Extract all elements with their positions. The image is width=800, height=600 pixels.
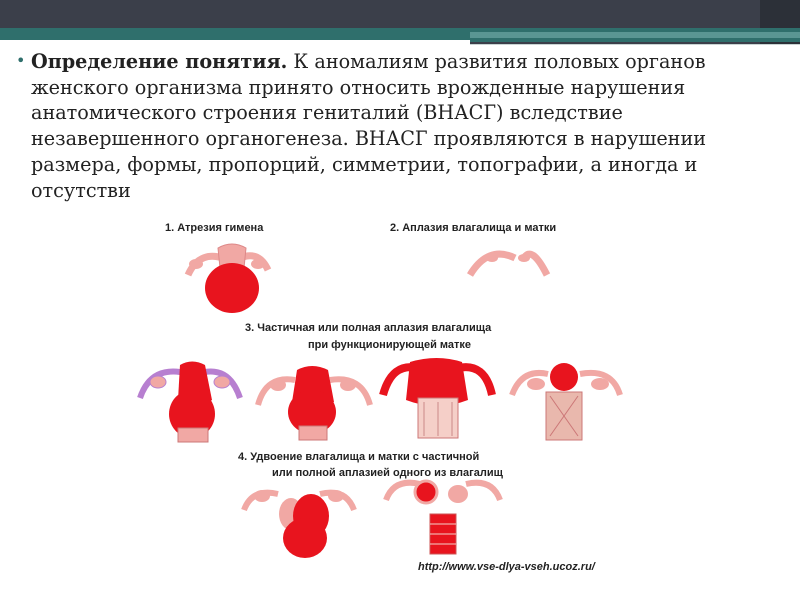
label-duplication-line1: 4. Удвоение влагалища и матки с частичной <box>238 451 480 463</box>
bullet-icon: • <box>16 51 26 70</box>
label-vagina-uterus-aplasia: 2. Аплазия влагалища и матки <box>390 222 557 234</box>
source-url: http://www.vse-dlya-vseh.ucoz.ru/ <box>418 561 595 573</box>
definition-body: К аномалиям развития половых органов женского организма принято относить врожденные нарушения анатомического строения гениталий (ВНАСГ) вследствие незавершенного органогенеза. ВНАСГ проявляются в нарушении размера, формы, пропорций, симметрии, топографии, а иногда и отсутстви <box>31 50 707 202</box>
label-vaginal-aplasia-line2: при функционирующей матке <box>308 339 472 351</box>
definition-title: Определение понятия. <box>31 50 288 73</box>
label-vaginal-aplasia-line1: 3. Частичная или полная аплазия влагалища <box>245 322 492 334</box>
label-hymen-atresia: 1. Атрезия гимена <box>165 222 264 234</box>
label-duplication-line2: или полной аплазией одного из влагалищ <box>272 467 503 479</box>
